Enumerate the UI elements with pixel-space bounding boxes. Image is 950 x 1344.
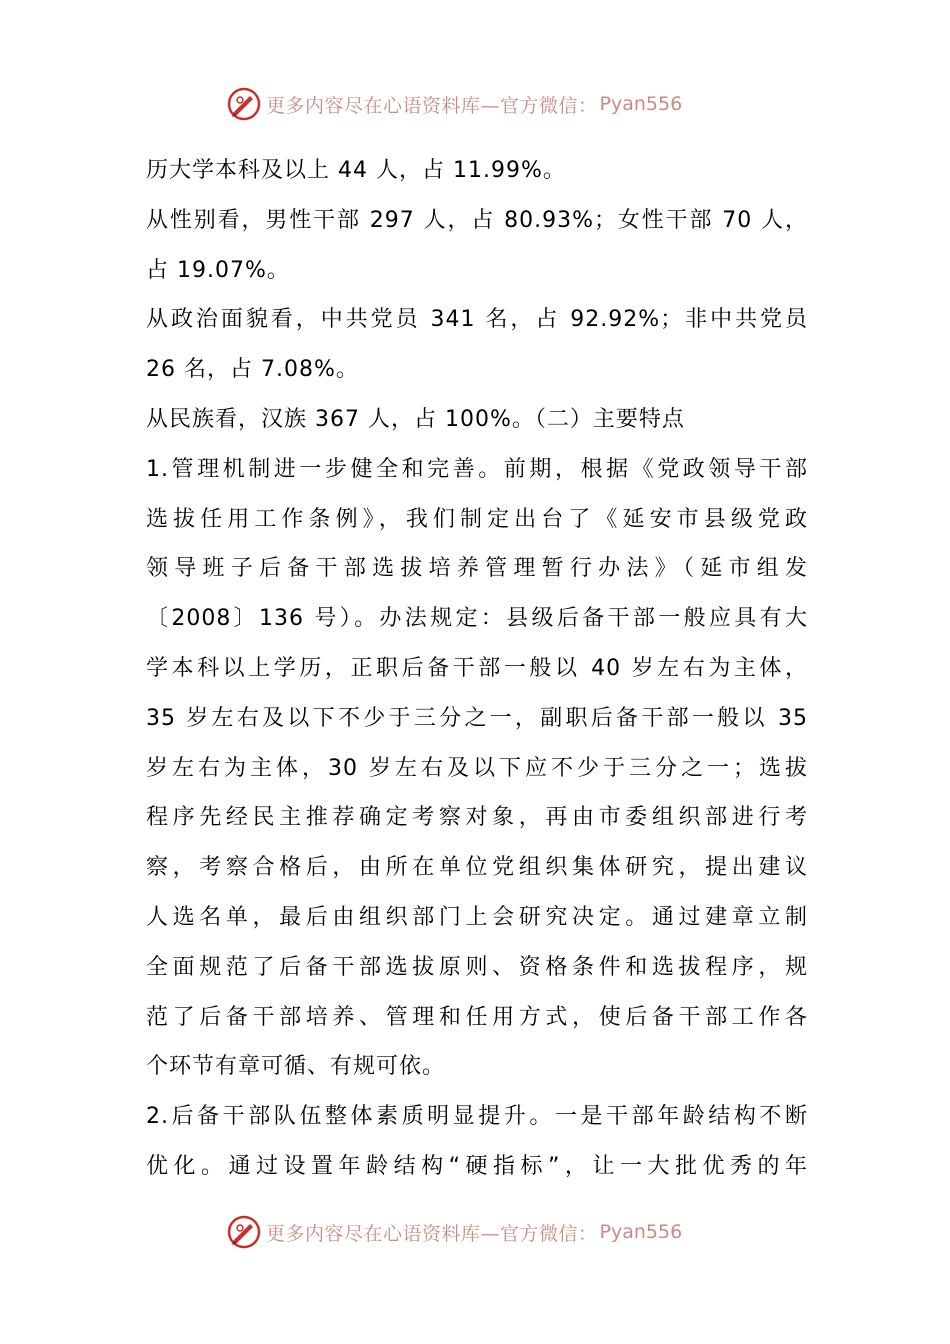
watermark-wechat-id: Pyan556 [599,1221,683,1243]
text-line: 察，考察合格后，由所在单位党组织集体研究，提出建议 [146,855,808,881]
text-line: 学本科以上学历，正职后备干部一般以 40 岁左右为主体， [146,655,808,681]
text-line: 全面规范了后备干部选拔原则、资格条件和选拔程序，规 [146,954,808,980]
text-line: 个环节有章可循、有规可依。 [146,1054,446,1080]
watermark-text: 更多内容尽在心语资料库—官方微信： [266,1222,598,1245]
text-line: 占 19.07%。 [146,257,290,283]
pen-logo-icon [226,86,262,122]
text-line: 领导班子后备干部选拔培养管理暂行办法》（延市组发 [146,556,808,582]
text-line: 从民族看，汉族 367 人，占 100%。（二）主要特点 [146,406,685,432]
text-line: 岁左右为主体，30 岁左右及以下应不少于三分之一；选拔 [146,755,808,781]
text-line: 从政治面貌看，中共党员 341 名，占 92.92%；非中共党员 [146,307,808,333]
text-line: 范了后备干部培养、管理和任用方式，使后备干部工作各 [146,1004,808,1030]
text-line: 选拔任用工作条例》，我们制定出台了《延安市县级党政 [146,506,808,532]
text-line: 历大学本科及以上 44 人，占 11.99%。 [146,158,566,183]
text-line: 2.后备干部队伍整体素质明显提升。一是干部年龄结构不断 [146,1104,808,1130]
text-line: 程序先经民主推荐确定考察对象，再由市委组织部进行考 [146,805,808,831]
document-body [146,146,808,1192]
text-line: 1.管理机制进一步健全和完善。前期，根据《党政领导干部 [146,456,808,482]
text-line: 人选名单，最后由组织部门上会研究决定。通过建章立制 [146,904,808,930]
footer-watermark [226,1212,682,1252]
pen-logo-icon [226,1214,262,1250]
text-line: 从性别看，男性干部 297 人，占 80.93%；女性干部 70 人， [146,207,808,233]
text-line: 优化。通过设置年龄结构“硬指标”，让一大批优秀的年 [146,1153,808,1179]
text-line: 〔2008〕136 号）。办法规定：县级后备干部一般应具有大 [146,606,808,632]
text-line: 26 名，占 7.08%。 [146,357,359,383]
header-watermark [226,84,682,124]
watermark-text: 更多内容尽在心语资料库—官方微信： [266,94,598,117]
watermark-wechat-id: Pyan556 [599,93,683,115]
text-line: 35 岁左右及以下不少于三分之一，副职后备干部一般以 35 [146,705,808,731]
